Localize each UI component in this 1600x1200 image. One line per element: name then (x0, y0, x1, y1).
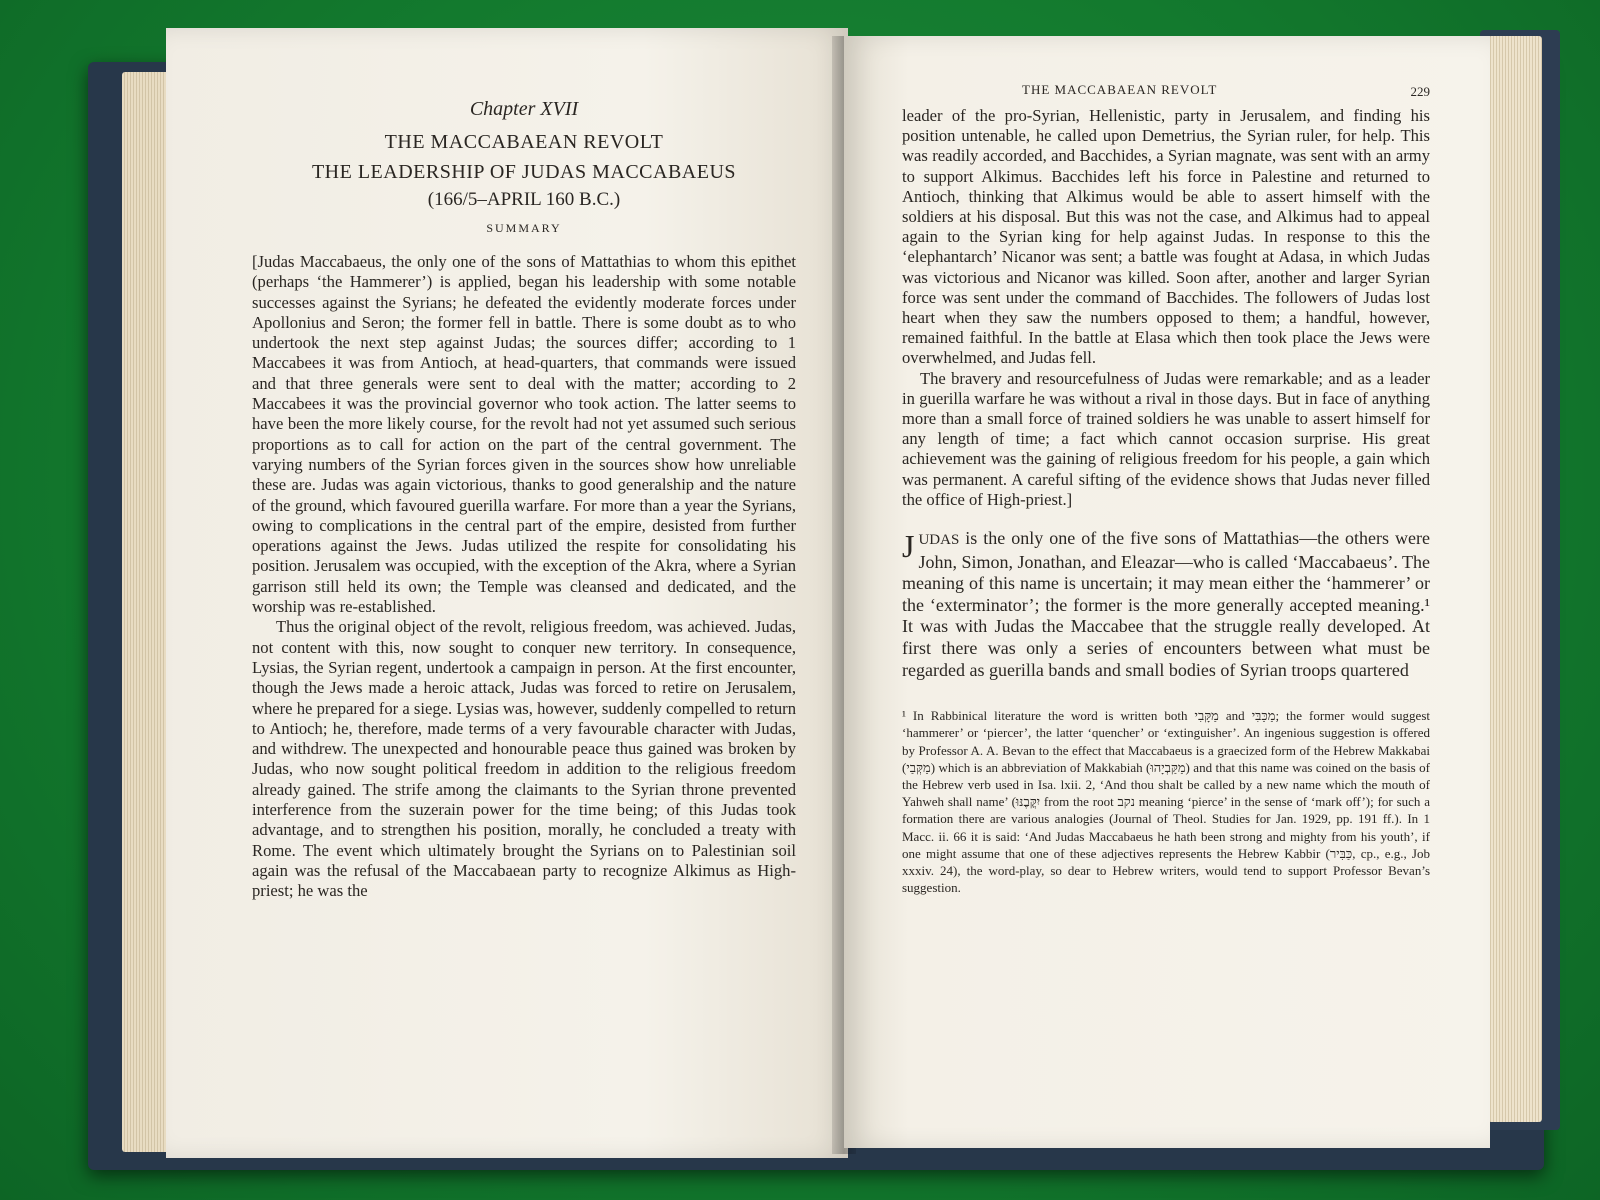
bravery-paragraph: The bravery and resourcefulness of Judas were remarkable; and as a leader in guerilla warfare he was without a rival in those days. But in face of anything more than a small force of trained soldiers he was unable to assert himself for any length of time; a fact which cannot occasion surprise. His great achievement was the gaining of religious freedom for his people, a gain which was permanent. A careful sifting of the evidence shows that Judas never filled the office of High-priest.] (902, 368, 1430, 509)
chapter-title-line1: THE MACCABAEAN REVOLT (384, 131, 664, 153)
summary-paragraph-2: Thus the original object of the revolt, religious freedom, was achieved. Judas, not content with this, now sought to conquer new territory. In consequence, Lysias, the Syrian regent, undertook a campaign in person. At the first encounter, though the Jews made a heroic attack, Judas was forced to retire on Jerusalem, where he prepared for a siege. Lysias was, however, suddenly compelled to return to Antioch; he, therefore, made terms of a very favourable character with Judas, and withdrew. The unexpected and honourable peace thus gained was broken by Judas, who now sought political freedom in addition to the religious freedom already gained. The strife among the claimants to the Syrian throne prevented interference from the suzerain power for the time being; of this Judas took advantage, and to strengthen his position, morally, he concluded a treaty with Rome. The event which ultimately brought the Syrians on to Palestinian soil again was the refusal of the Maccabaean party to recognize Alkimus as High-priest; he was the (252, 617, 796, 901)
page-edges-right (1488, 36, 1542, 1122)
drop-cap: J (902, 528, 915, 565)
right-page (844, 36, 1490, 1148)
page-edges-left (122, 72, 170, 1152)
left-page (166, 28, 848, 1158)
footnote: ¹ In Rabbinical literature the word is written both מַקָּבִי and מַכַּבִּי; the former would suggest ‘hammerer’ or ‘piercer’, the latter ‘quencher’ or ‘extinguisher’. An ingenious suggestion is offered by Professor A. A. Bevan to the effect that Maccabaeus is a graecized form of the Hebrew Makkabai (מַקְּבַי) which is an abbreviation of Makkabiah (מַקַּבְיָהוּ) and that this name was coined on the basis of the Hebrew verb used in Isa. lxii. 2, ‘And thou shalt be called by a new name which the mouth of Yahweh shall name’ (יִקֳּבֶנּוּ from the root נקב meaning ‘pierce’ in the sense of ‘mark off’); for such a formation there are various analogies (Journal of Theol. Studies for Jan. 1929, pp. 191 ff.). In 1 Macc. ii. 66 it is said: ‘And Judas Maccabaeus he hath been strong and mighty from his youth’, if one might assume that one of these adjectives represents the Hebrew Kabbir (כַּבִּיר, cp., e.g., Job xxxiv. 24), the word-play, so dear to Hebrew writers, would tend to support Professor Bevan’s suggestion. (902, 708, 1431, 896)
page-number: 229 (1410, 84, 1430, 99)
main-text-paragraph (902, 528, 1430, 681)
summary-paragraph: [Judas Maccabaeus, the only one of the sons of Mattathias to whom this epithet (perhaps ‘the Hammerer’) is applied, began his leadership with some notable successes against the Syrians; he defeated the evidently moderate forces under Apollonius and Seron; the former fell in battle. There is some doubt as to who undertook the next step against Judas; the sources differ; according to 1 Maccabees it was from Antioch, at head-quarters, that commands were issued and that three generals were sent to deal with the matter; according to 2 Maccabees it was the provincial governor who took action. The latter seems to have been the more likely course, for the revolt had not yet assumed such serious proportions as to call for action on the part of the central government. The varying numbers of the Syrian forces given in the sources show how unreliable these are. Judas was again victorious, thanks to good generalship and the nature of the ground, which favoured guerilla warfare. For more than a year the Syrians, owing to complications in the central part of the empire, desisted from further operations against the Jews. Judas utilized the respite for consolidating his position. Jerusalem was occupied, with the exception of the Akra, where a Syrian garrison still held its own; the Temple was cleansed and dedicated, and the worship was re-established. (252, 252, 796, 617)
chapter-label: Chapter XVII (469, 98, 579, 120)
main-text-body: is the only one of the five sons of Mattathias—the others were John, Simon, Jonathan, and Eleazar—who is called ‘Maccabaeus’. The meaning of this name is uncertain; it may mean either the ‘hammerer’ or the ‘exterminator’; the former is the more generally accepted meaning.¹ It was with Judas the Maccabee that the struggle really developed. At first there was only a series of encounters between what must be regarded as guerilla bands and small bodies of Syrian troops quartered (902, 528, 1430, 680)
summary-continuation: leader of the pro-Syrian, Hellenistic, party in Jerusalem, and finding his position untenable, he called upon Demetrius, the Syrian ruler, for help. This was readily accorded, and Bacchides, a Syrian magnate, was sent with an army to support Alkimus. Bacchides left his force in Palestine and returned to Antioch, thinking that Alkimus would be able to assert himself with the soldiers at his disposal. But this was not the case, and Alkimus had to appeal again to the Syrian king for help against Judas. In response to this the ‘elephantarch’ Nicanor was sent; a battle was fought at Adasa, in which Judas was victorious and Nicanor was killed. Soon after, another and larger Syrian force was sent under the command of Bacchides. The followers of Judas lost heart when they saw the numbers opposed to them; a handful, however, remained faithful. In the battle at Elasa which then took place the Jews were overwhelmed, and Judas fell. (902, 106, 1430, 368)
running-head-title: THE MACCABAEAN REVOLT (1022, 82, 1218, 97)
opening-small-caps: UDAS (918, 532, 960, 549)
chapter-title-line2: THE LEADERSHIP OF JUDAS MACCABAEUS (311, 161, 737, 183)
chapter-dates: (166/5–APRIL 160 B.C.) (427, 189, 621, 210)
running-head (902, 82, 1430, 106)
summary-heading: SUMMARY (486, 221, 562, 235)
